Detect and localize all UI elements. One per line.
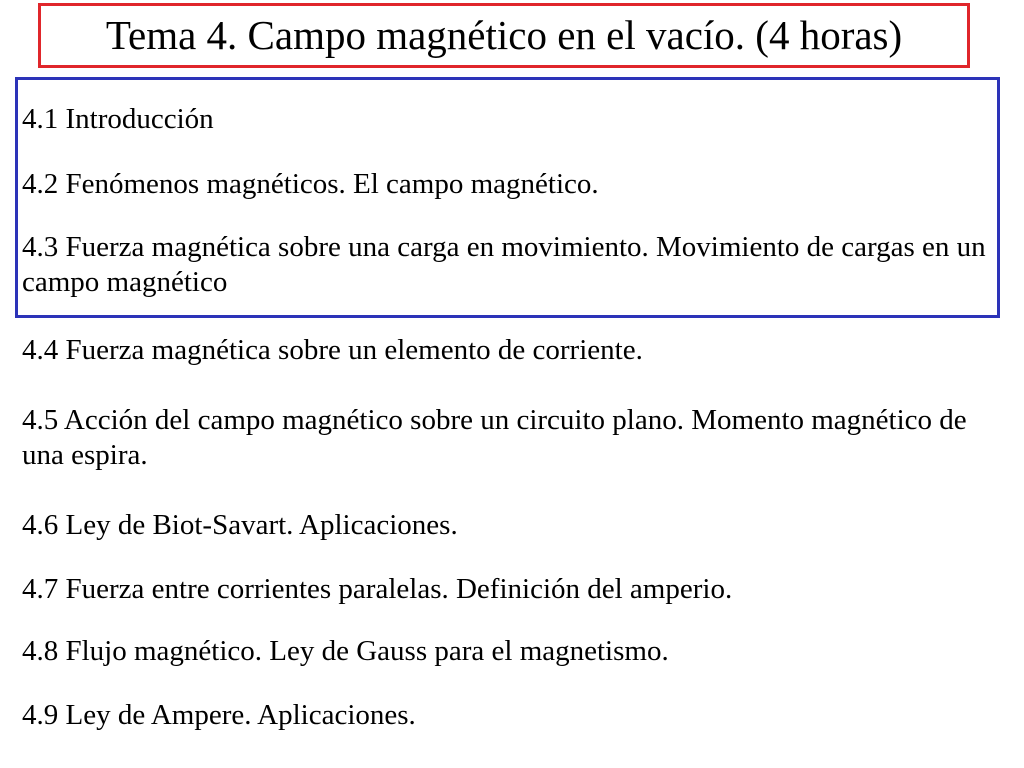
slide-title-frame bbox=[38, 3, 970, 68]
topic-item-4-4: 4.4 Fuerza magnética sobre un elemento de corriente. bbox=[22, 334, 643, 366]
topic-item-4-6: 4.6 Ley de Biot-Savart. Aplicaciones. bbox=[22, 509, 458, 541]
topic-item-4-1: 4.1 Introducción bbox=[22, 103, 214, 135]
topic-item-4-7: 4.7 Fuerza entre corrientes paralelas. Definición del amperio. bbox=[22, 573, 733, 605]
topic-item-4-5: 4.5 Acción del campo magnético sobre un circuito plano. Momento magnético de una espira. bbox=[22, 404, 967, 471]
topic-item-4-9: 4.9 Ley de Ampere. Aplicaciones. bbox=[22, 699, 416, 731]
topic-item-4-2: 4.2 Fenómenos magnéticos. El campo magnético. bbox=[22, 168, 599, 200]
topic-item-4-3: 4.3 Fuerza magnética sobre una carga en movimiento. Movimiento de cargas en un campo magnético bbox=[22, 231, 986, 298]
topic-item-4-8: 4.8 Flujo magnético. Ley de Gauss para el magnetismo. bbox=[22, 635, 669, 667]
slide-title: Tema 4. Campo magnético en el vacío. (4 horas) bbox=[105, 12, 903, 58]
